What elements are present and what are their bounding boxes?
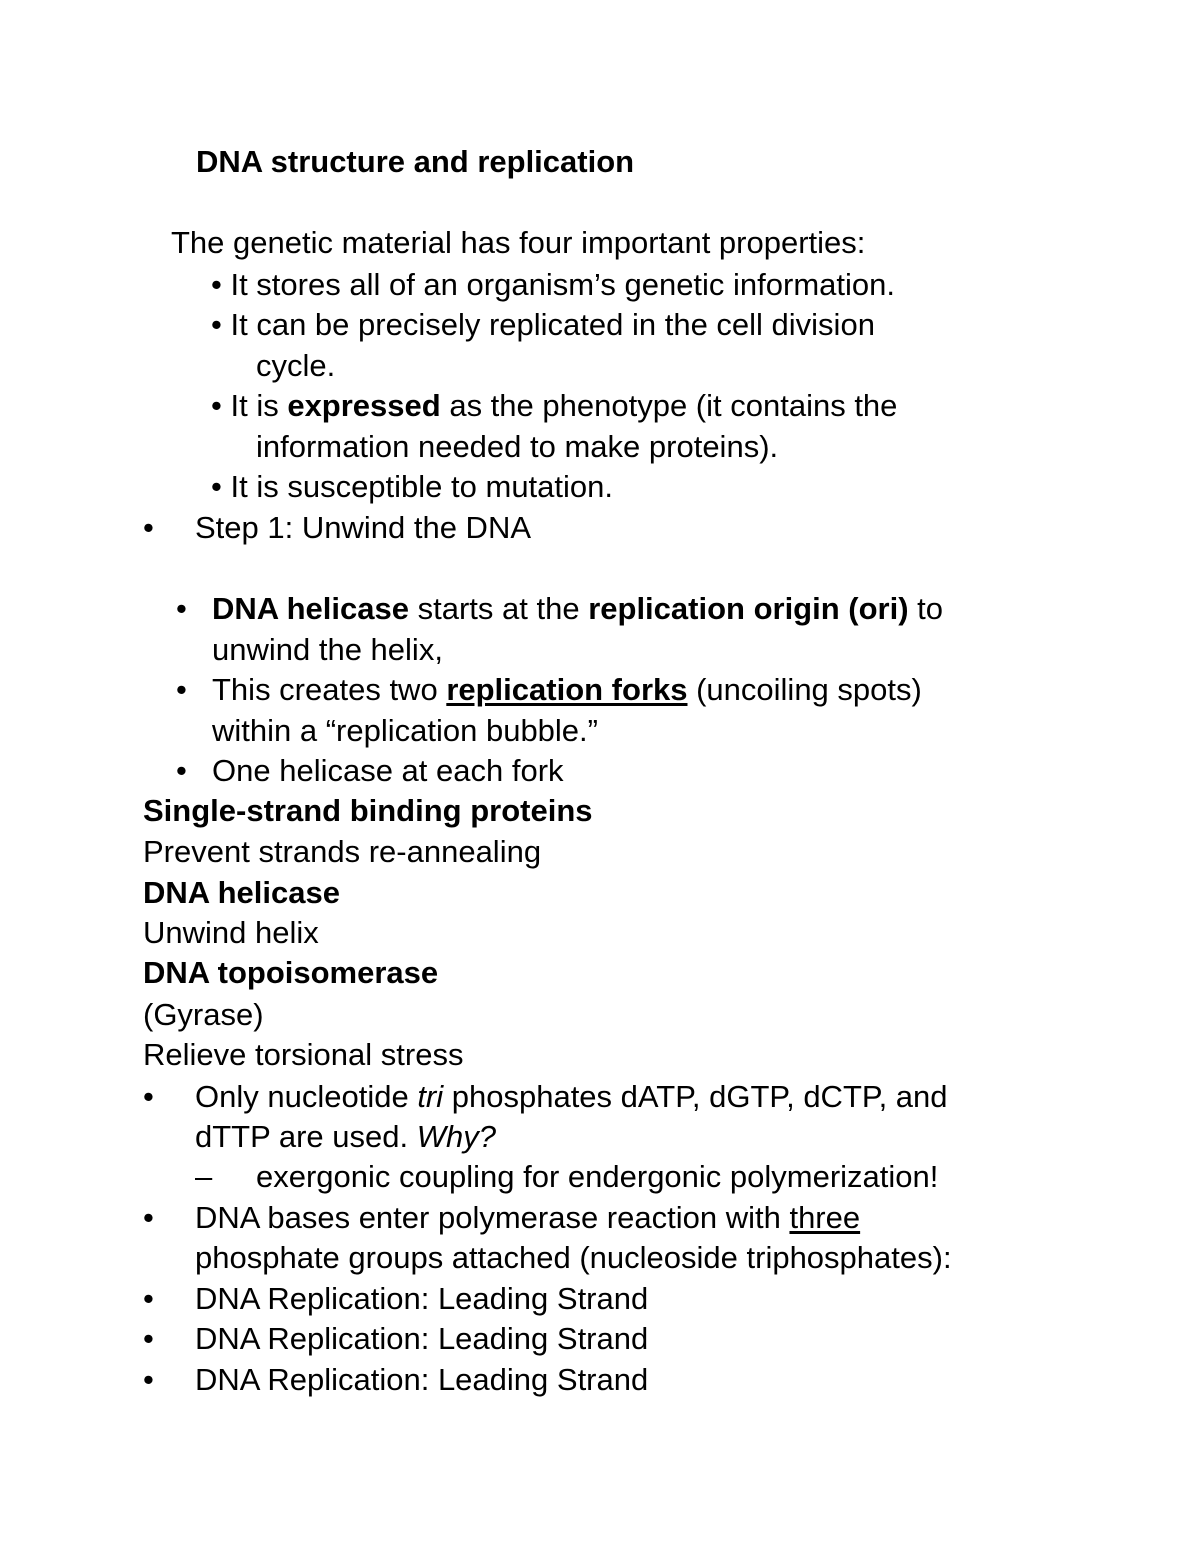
list-item-text: to: [908, 591, 944, 626]
list-item-text: DNA Replication: Leading Strand: [195, 1321, 649, 1356]
bullet-icon: •: [143, 1362, 154, 1397]
bullet-icon: •: [211, 267, 222, 302]
emphasis-term: tri: [417, 1079, 444, 1114]
term-description: Relieve torsional stress: [143, 1037, 464, 1072]
emphasis-term: Why?: [416, 1119, 496, 1154]
emphasis-term: three: [789, 1200, 861, 1235]
emphasis-term: DNA helicase: [212, 591, 409, 626]
bullet-icon: •: [211, 469, 222, 504]
list-item: [211, 467, 613, 507]
bullet-icon: •: [143, 1281, 154, 1316]
list-item-text: as the phenotype (it contains the: [440, 388, 898, 423]
list-item-continuation: phosphate groups attached (nucleoside triphosphates):: [195, 1240, 952, 1275]
bullet-icon: •: [176, 672, 187, 707]
bullet-icon: •: [143, 510, 154, 545]
list-item-continuation: unwind the helix,: [212, 632, 443, 667]
list-item: [211, 265, 895, 305]
list-item: [176, 751, 564, 791]
bullet-icon: •: [143, 1200, 154, 1235]
list-item-text: DNA bases enter polymerase reaction with: [195, 1200, 790, 1235]
emphasis-term: expressed: [287, 388, 441, 423]
dash-icon: –: [195, 1159, 213, 1194]
list-item: [143, 1198, 860, 1238]
list-item-text: This creates two: [212, 672, 447, 707]
list-item-text: One helicase at each fork: [212, 753, 564, 788]
list-item-text: Step 1: Unwind the DNA: [195, 510, 532, 545]
sub-list-item: [195, 1157, 938, 1197]
emphasis-term: replication origin (ori): [588, 591, 909, 626]
term-heading: Single-strand binding proteins: [143, 793, 593, 828]
list-item-text: (uncoiling spots): [687, 672, 922, 707]
bullet-icon: •: [143, 1321, 154, 1356]
list-item-text: exergonic coupling for endergonic polymerization!: [256, 1159, 939, 1194]
term-heading: DNA helicase: [143, 875, 340, 910]
bullet-icon: •: [143, 1079, 154, 1114]
list-item-text: DNA Replication: Leading Strand: [195, 1362, 649, 1397]
list-item: [211, 305, 875, 345]
list-item-text: starts at the: [409, 591, 589, 626]
list-item-text: It stores all of an organism’s genetic information.: [221, 267, 896, 302]
list-item: [143, 1319, 648, 1359]
list-item-text: dTTP are used.: [195, 1119, 417, 1154]
list-item-text: Only nucleotide: [195, 1079, 418, 1114]
term-description: Unwind helix: [143, 915, 319, 950]
bullet-icon: •: [211, 388, 222, 423]
emphasis-term: replication forks: [446, 672, 688, 707]
list-item-continuation: cycle.: [256, 348, 336, 383]
list-item: [211, 386, 897, 426]
list-item-continuation: within a “replication bubble.”: [212, 713, 598, 748]
bullet-icon: •: [176, 753, 187, 788]
list-item-continuation: information needed to make proteins).: [256, 429, 779, 464]
intro-text: The genetic material has four important properties:: [171, 225, 866, 260]
list-item-continuation: [195, 1117, 496, 1157]
bullet-icon: •: [176, 591, 187, 626]
list-item: [143, 1360, 648, 1400]
list-item: [176, 589, 943, 629]
bullet-icon: •: [211, 307, 222, 342]
list-item-text: phosphates dATP, dGTP, dCTP, and: [443, 1079, 948, 1114]
term-alias: (Gyrase): [143, 997, 264, 1032]
term-description: Prevent strands re-annealing: [143, 834, 542, 869]
list-item-text: DNA Replication: Leading Strand: [195, 1281, 649, 1316]
page-title: DNA structure and replication: [196, 144, 635, 179]
list-item: [143, 1279, 648, 1319]
list-item: [143, 1077, 948, 1117]
list-item: [176, 670, 922, 710]
term-heading: DNA topoisomerase: [143, 955, 439, 990]
list-item-text: It is susceptible to mutation.: [230, 469, 614, 504]
list-item-text: It can be precisely replicated in the cell division: [230, 307, 875, 342]
list-item-text: It is: [230, 388, 288, 423]
list-item: [143, 508, 531, 548]
